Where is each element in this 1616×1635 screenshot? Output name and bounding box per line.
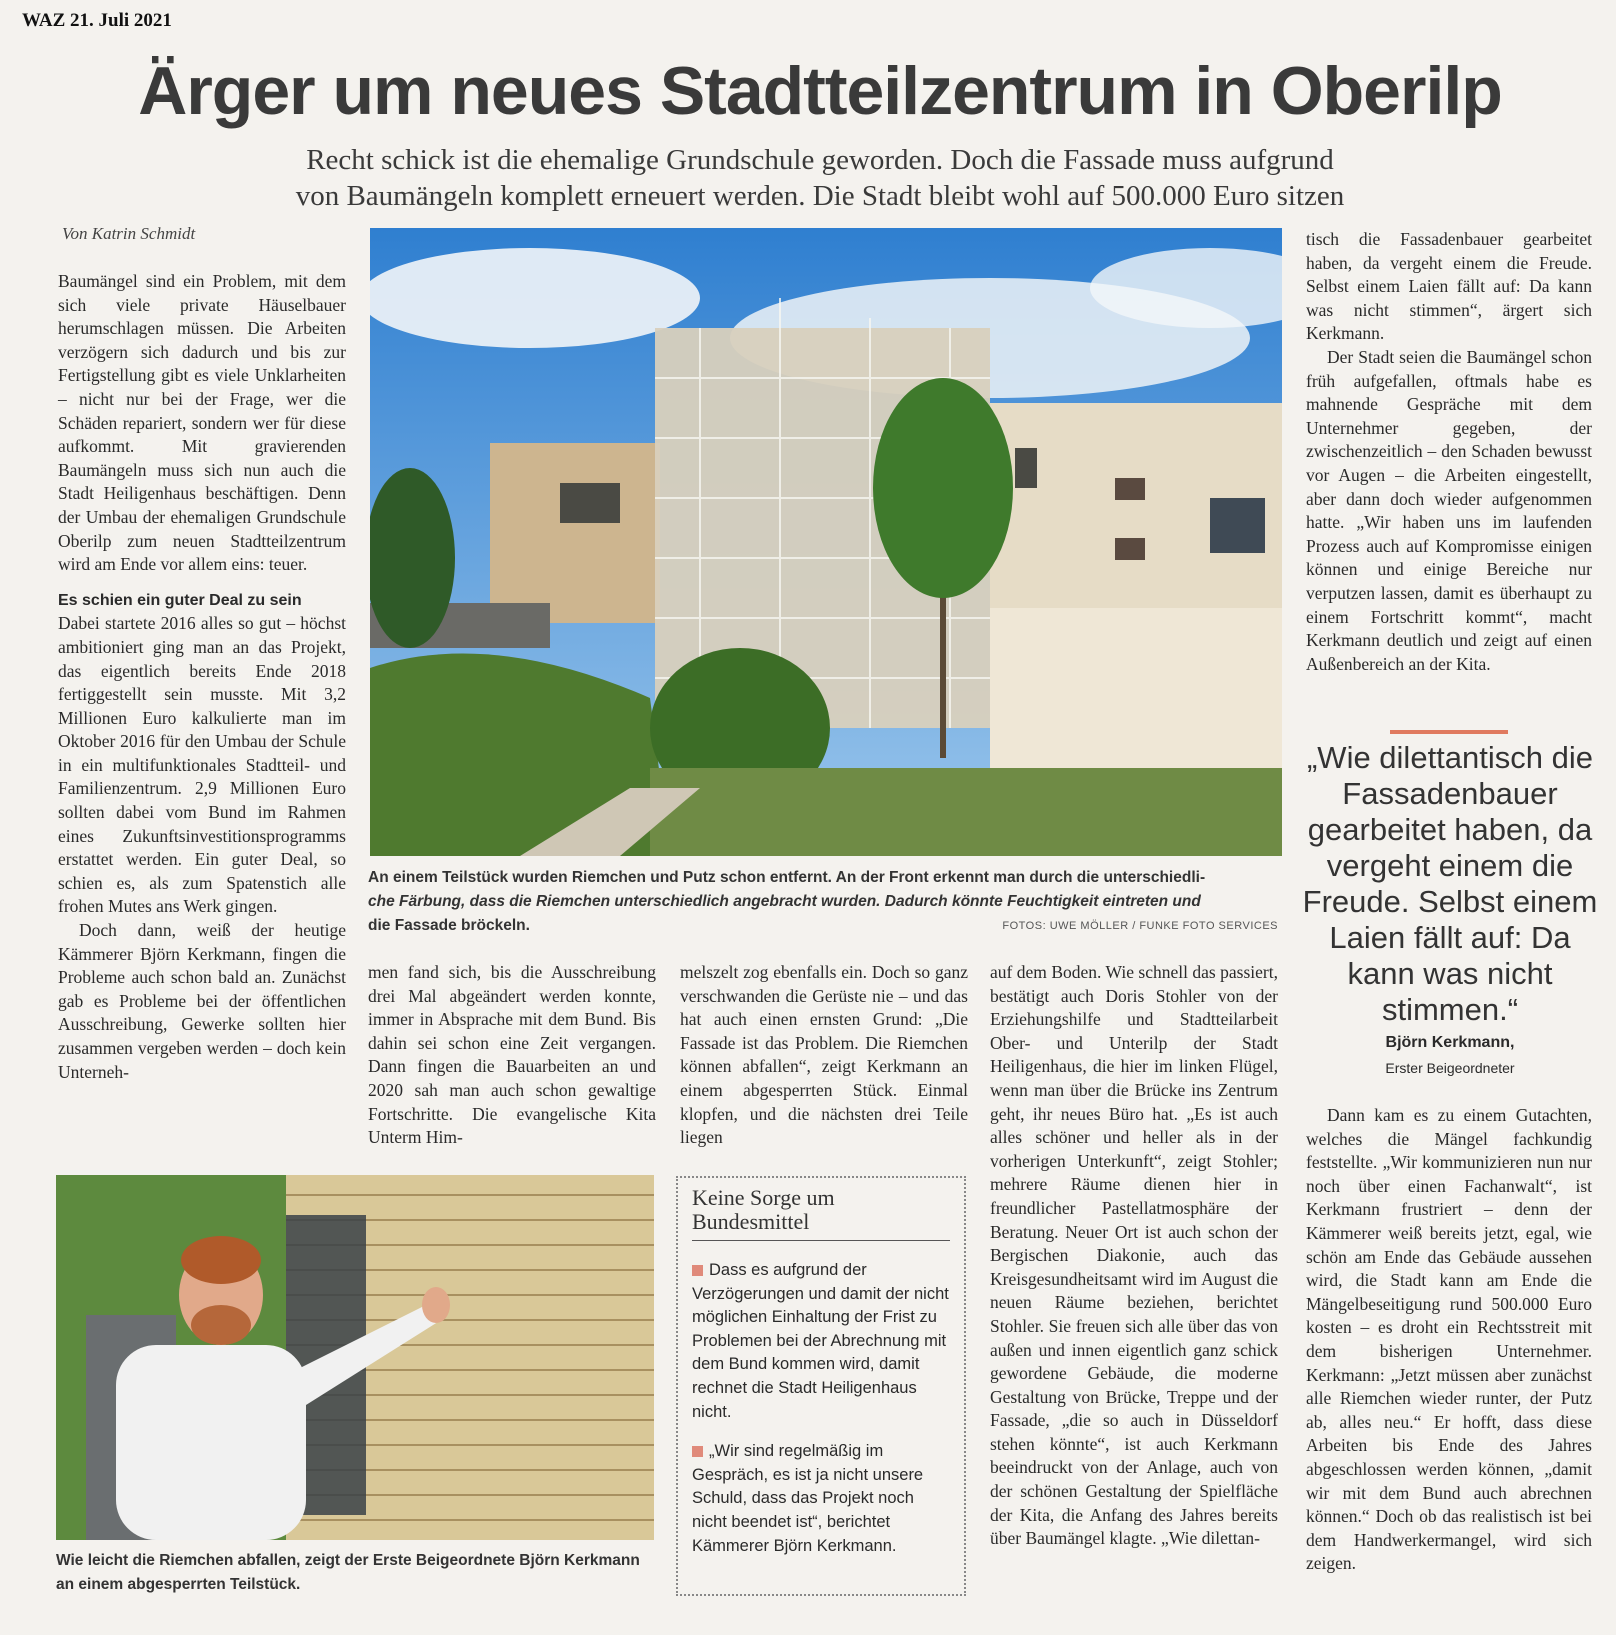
subheadline-line-2: von Baumängeln komplett erneuert werden. Die Stadt bleibt wohl auf 500.000 Euro sitzen	[295, 180, 1345, 212]
person-photo-caption: Wie leicht die Riemchen abfallen, zeigt der Erste Beigeordnete Björn Kerkmann an einem abgesperrten Teilstück.	[56, 1552, 640, 1593]
paragraph: melszelt zog ebenfalls ein. Doch so ganz verschwanden die Gerüste nie – und das hat auch einen ernsten Grund: „Die Fassade ist das Problem. Die Riemchen können abfallen“, zeigt Kerkmann an einem abgesperrten Stück. Einmal klopfen, und die nächsten drei Teile liegen	[680, 962, 968, 1148]
article-column-5-bottom	[1306, 1104, 1592, 1576]
article-column-4	[990, 961, 1278, 1551]
article-column-2	[368, 961, 656, 1150]
bullet-square-icon	[692, 1265, 703, 1276]
info-box-title-text: Keine Sorge um Bundesmittel	[692, 1185, 835, 1234]
quote-accent-line	[1390, 730, 1508, 734]
caption-line-3: die Fassade bröckeln.	[368, 917, 530, 934]
subheadline	[100, 142, 1540, 214]
info-box-item	[692, 1259, 950, 1424]
article-column-3	[680, 961, 968, 1150]
article-column-1	[58, 270, 346, 1084]
photo-credit: FOTOS: UWE MÖLLER / FUNKE FOTO SERVICES	[1002, 920, 1278, 932]
info-box	[676, 1176, 966, 1596]
paragraph: Dabei startete 2016 alles so gut – höchst ambitioniert ging man an das Projekt, das eigentlich bereits Ende 2018 fertiggestellt sein musste. Mit 3,2 Millionen Euro kalkulierte man im Oktober 2016 für den Umbau der Schule in ein multifunktionales Stadtteil- und Familienzentrum. 2,9 Millionen Euro sollten dabei vom Bund im Rahmen eines Zukunftsinvestitionsprogramms erstattet werden. Ein guter Deal, so schien es, als zum Spatenstich alle frohen Mutes ans Werk gingen.	[58, 613, 346, 917]
section-subhead: Es schien ein guter Deal zu sein	[58, 591, 302, 609]
pull-quote: „Wie dilettantisch die Fassadenbauer gearbeitet haben, da vergeht einem die Freude. Selbst einem Laien fällt auf: Da kann was nicht stimmen.“	[1302, 740, 1598, 1027]
paragraph: Dann kam es zu einem Gutachten, welches die Mängel fachkundig feststellte. „Wir kommunizieren nun nur noch über einen Fachanwalt“, ist Kerkmann frustriert – denn der Kämmerer weiß bereits jetzt, egal, wie schön am Ende das Gebäude aussehen wird, die Stadt kann am Ende die Mängelbeseitigung rund 500.000 Euro kosten – es droht ein Rechtsstreit mit dem bisherigen Unternehmer. Kerkmann: „Jetzt müssen aber zunächst alle Riemchen wieder runter, der Putz ab, alles neu.“ Er hofft, dass diese Arbeiten bis Ende des Jahres abgeschlossen werden können, „damit wir mit dem Bund auch abrechnen können.“ Doch ob das realistisch ist bei dem Handwerkermangel, wird sich zeigen.	[1306, 1105, 1592, 1574]
building-scaffold-illustration	[370, 228, 1282, 856]
info-box-item-text: „Wir sind regelmäßig im Gespräch, es ist ja nicht unsere Schuld, dass das Projekt noch nicht beendet ist“, berichtet Kämmerer Björn Kerkmann.	[692, 1442, 924, 1555]
paragraph: auf dem Boden. Wie schnell das passiert, bestätigt auch Doris Stohler von der Erziehungshilfe und Stadtteilarbeit Ober- und Unterilp der Stadt Heiligenhaus, die hier im linken Flügel, wenn man über die Brücke ins Zentrum geht, ihr neues Büro hat. „Es ist auch alles schöner und heller als in der vorherigen Unterkunft“, zeigt Stohler; mehrere Räume dienen hier in freundlicher Pastellatmosphäre der Beratung. Neuer Ort ist auch schon der Bergischen Diakonie, auch das Kreisgesundheitsamt wird im August die neuen Räume beziehen, berichtet Stohler. Sie freuen sich alle über das von außen und innen eigentlich ganz schick gewordene Gebäude, die moderne Gestaltung von Brücke, Treppe und der Fassade, „die so auch in Düsseldorf stehen könnte“, ist auch Kerkmann beeindruckt von der Anlage, auch von der schönen Gestaltung der Spielfläche der Kita, die Anfang des Jahres bereits über Baumängel klagte. „Wie dilettan-	[990, 962, 1278, 1549]
paragraph: Doch dann, weiß der heutige Kämmerer Björn Kerkmann, fingen die Probleme auch schon bald an. Zunächst gab es Probleme bei der öffentlichen Ausschreibung, Gewerke sollten hier zusammen vergeben werden – doch kein Unterneh-	[58, 920, 346, 1082]
quote-author: Björn Kerkmann,	[1385, 1034, 1515, 1051]
quote-author-role: Erster Beigeordneter	[1385, 1060, 1515, 1076]
source-label: WAZ 21. Juli 2021	[22, 10, 172, 31]
headline: Ärger um neues Stadtteilzentrum in Oberilp	[138, 53, 1502, 129]
subheadline-line-1: Recht schick ist die ehemalige Grundschule geworden. Doch die Fassade muss aufgrund	[306, 144, 1334, 176]
person-at-brick-wall-illustration	[56, 1175, 654, 1540]
paragraph: men fand sich, bis die Ausschreibung drei Mal abgeändert werden konnte, immer in Absprache mit dem Bund. Bis dahin sei schon eine Zeit vergangen. Dann fingen die Bauarbeiten an und 2020 sah man auch schon gewaltige Fortschritte. Die evangelische Kita Unterm Him-	[368, 962, 656, 1148]
info-box-title	[692, 1186, 950, 1241]
caption-line-2: che Färbung, dass die Riemchen unterschiedlich angebracht wurden. Dadurch könnte Feuchtigkeit eintreten und	[368, 893, 1201, 910]
info-box-item	[692, 1440, 950, 1558]
main-photo	[370, 228, 1282, 856]
bullet-square-icon	[692, 1446, 703, 1457]
person-photo	[56, 1175, 654, 1540]
caption-line-1: An einem Teilstück wurden Riemchen und Putz schon entfernt. An der Front erkennt man durch die unterschiedli-	[368, 869, 1206, 886]
info-box-item-text: Dass es aufgrund der Verzögerungen und damit der nicht möglichen Einhaltung der Frist zu Problemen bei der Abrechnung mit dem Bund kommen wird, damit rechnet die Stadt Heiligenhaus nicht.	[692, 1261, 949, 1421]
paragraph: Der Stadt seien die Baumängel schon früh aufgefallen, oftmals habe es mahnende Gespräche mit dem Unternehmer gegeben, der zwischenzeitlich – den Schaden bewusst vor Augen – die Arbeiten eingestellt, aber dann doch wieder aufgenommen hatte. „Wir haben uns im laufenden Prozess auch auf Kompromisse einigen können und einige Bereiche nur verputzen lassen, damit es überhaupt zu einem Fortschritt kommt“, macht Kerkmann deutlich und zeigt auf einen Außenbereich an der Kita.	[1306, 346, 1592, 674]
byline: Von Katrin Schmidt	[62, 224, 196, 243]
paragraph: tisch die Fassadenbauer gearbeitet haben, da vergeht einem die Freude. Selbst einem Laien fällt auf: Da kann was nicht stimmen“, ärgert sich Kerkmann.	[1306, 229, 1592, 344]
article-column-5-top	[1306, 228, 1592, 676]
paragraph: Baumängel sind ein Problem, mit dem sich viele private Häuselbauer herumschlagen müssen. Die Arbeiten verzögern sich dadurch und bis zur Fertigstellung gibt es viele Unklarheiten – nicht nur bei der Frage, wer die Schäden repariert, sondern wer für diese aufkommt. Mit gravierenden Baumängeln muss sich nun auch die Stadt Heiligenhaus beschäftigen. Denn der Umbau der ehemaligen Grundschule Oberilp zum neuen Stadtteilzentrum wird am Ende vor allem eins: teuer.	[58, 271, 346, 575]
